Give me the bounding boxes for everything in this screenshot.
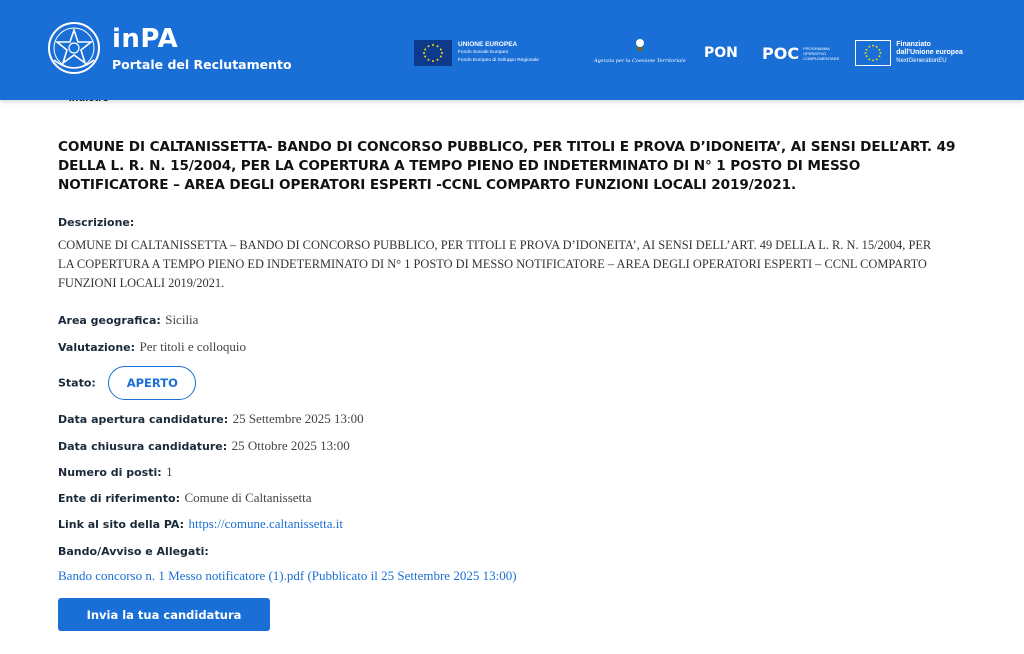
status-badge: APERTO — [108, 366, 196, 400]
stato-label: Stato: — [58, 376, 96, 390]
pon-text: PON — [704, 45, 738, 61]
ng-line3: NextGenerationEU — [896, 58, 947, 64]
link-pa-row — [58, 515, 343, 533]
eu-title: UNIONE EUROPEA — [458, 41, 518, 48]
valutazione-row — [58, 338, 246, 356]
eu-flag-icon — [414, 40, 452, 66]
area-value: Sicilia — [165, 312, 199, 327]
republic-crest-icon — [634, 38, 646, 52]
ente-value: Comune di Caltanissetta — [184, 490, 312, 505]
description-label: Descrizione: — [58, 216, 135, 229]
poc-logo — [762, 44, 839, 63]
ng-line2: dall'Unione europea — [896, 49, 963, 56]
area-row — [58, 311, 198, 329]
poc-sub3: COMPLEMENTARE — [803, 55, 840, 61]
link-pa-label: Link al sito della PA: — [58, 518, 185, 531]
pon-logo — [704, 45, 744, 61]
agency-logo — [594, 36, 690, 70]
chiusura-row — [58, 437, 350, 455]
pa-site-link[interactable]: https://comune.caltanissetta.it — [188, 516, 344, 531]
ng-line1: Finanziato — [896, 41, 931, 48]
eu-line2: Fondo Europeo di Sviluppo Regionale — [458, 58, 539, 63]
agency-script: Agenzia per la Coesione Territoriale — [594, 58, 686, 64]
poc-sub1: PROGRAMMA — [803, 45, 830, 51]
brand-subtitle: Portale del Reclutamento — [112, 56, 292, 72]
eu-nextgen-flag-icon — [855, 40, 891, 66]
chiusura-value: 25 Ottobre 2025 13:00 — [231, 438, 350, 453]
posti-value: 1 — [166, 464, 173, 479]
announcement-detail — [58, 138, 958, 195]
chiusura-label: Data chiusura candidature: — [58, 440, 228, 453]
brand-title: inPA — [112, 23, 179, 54]
brand-home-link[interactable] — [46, 20, 292, 76]
apertura-row — [58, 410, 364, 428]
area-label: Area geografica: — [58, 314, 161, 327]
eu-line1: Fondo Sociale Europeo — [458, 50, 509, 55]
apertura-label: Data apertura candidature: — [58, 413, 229, 426]
site-header — [0, 0, 1024, 100]
stato-row — [58, 366, 196, 400]
poc-sub2: OPERATIVO — [803, 50, 827, 56]
apertura-value: 25 Settembre 2025 13:00 — [232, 411, 364, 426]
page-title: COMUNE DI CALTANISSETTA- BANDO DI CONCORSO PUBBLICO, PER TITOLI E PROVA D’IDONEITA’, AI SENSI DELL’ART. 49 DELLA L. R. N. 15/2004, PER LA COPERTURA A TEMPO PIENO ED INDETERMINATO DI N° 1 POSTO DI MESSO NOTIFICATORE – AREA DEGLI OPERATORI ESPERTI -CCNL COMPARTO FUNZIONI LOCALI 2019/2021. — [58, 139, 956, 193]
republic-emblem-icon — [46, 20, 102, 76]
valutazione-label: Valutazione: — [58, 341, 136, 354]
ente-label: Ente di riferimento: — [58, 492, 180, 505]
allegato-row — [58, 567, 517, 585]
allegati-row — [58, 542, 209, 560]
posti-label: Numero di posti: — [58, 466, 162, 479]
ente-row — [58, 489, 312, 507]
posti-row — [58, 463, 173, 481]
submit-application-button[interactable]: Invia la tua candidatura — [58, 598, 270, 631]
description-label-row — [58, 213, 134, 231]
funding-logos — [414, 36, 963, 70]
poc-text: POC — [762, 43, 800, 63]
description-text: COMUNE DI CALTANISSETTA – BANDO DI CONCORSO PUBBLICO, PER TITOLI E PROVA D’IDONEITA’, AI SENSI DELL’ART. 49 DELLA L. R. N. 15/2004, PER LA COPERTURA A TEMPO PIENO ED INDETERMINATO DI N° 1 POSTO DI MESSO NOTIFICATORE – AREA DEGLI OPERATORI ESPERTI – CCNL COMPARTO FUNZIONI LOCALI 2019/2021. — [58, 238, 932, 290]
valutazione-value: Per titoli e colloquio — [139, 339, 247, 354]
allegati-label: Bando/Avviso e Allegati: — [58, 545, 209, 558]
bando-pdf-link[interactable]: Bando concorso n. 1 Messo notificatore (1).pdf (Pubblicato il 25 Settembre 2025 13:00) — [58, 568, 517, 583]
